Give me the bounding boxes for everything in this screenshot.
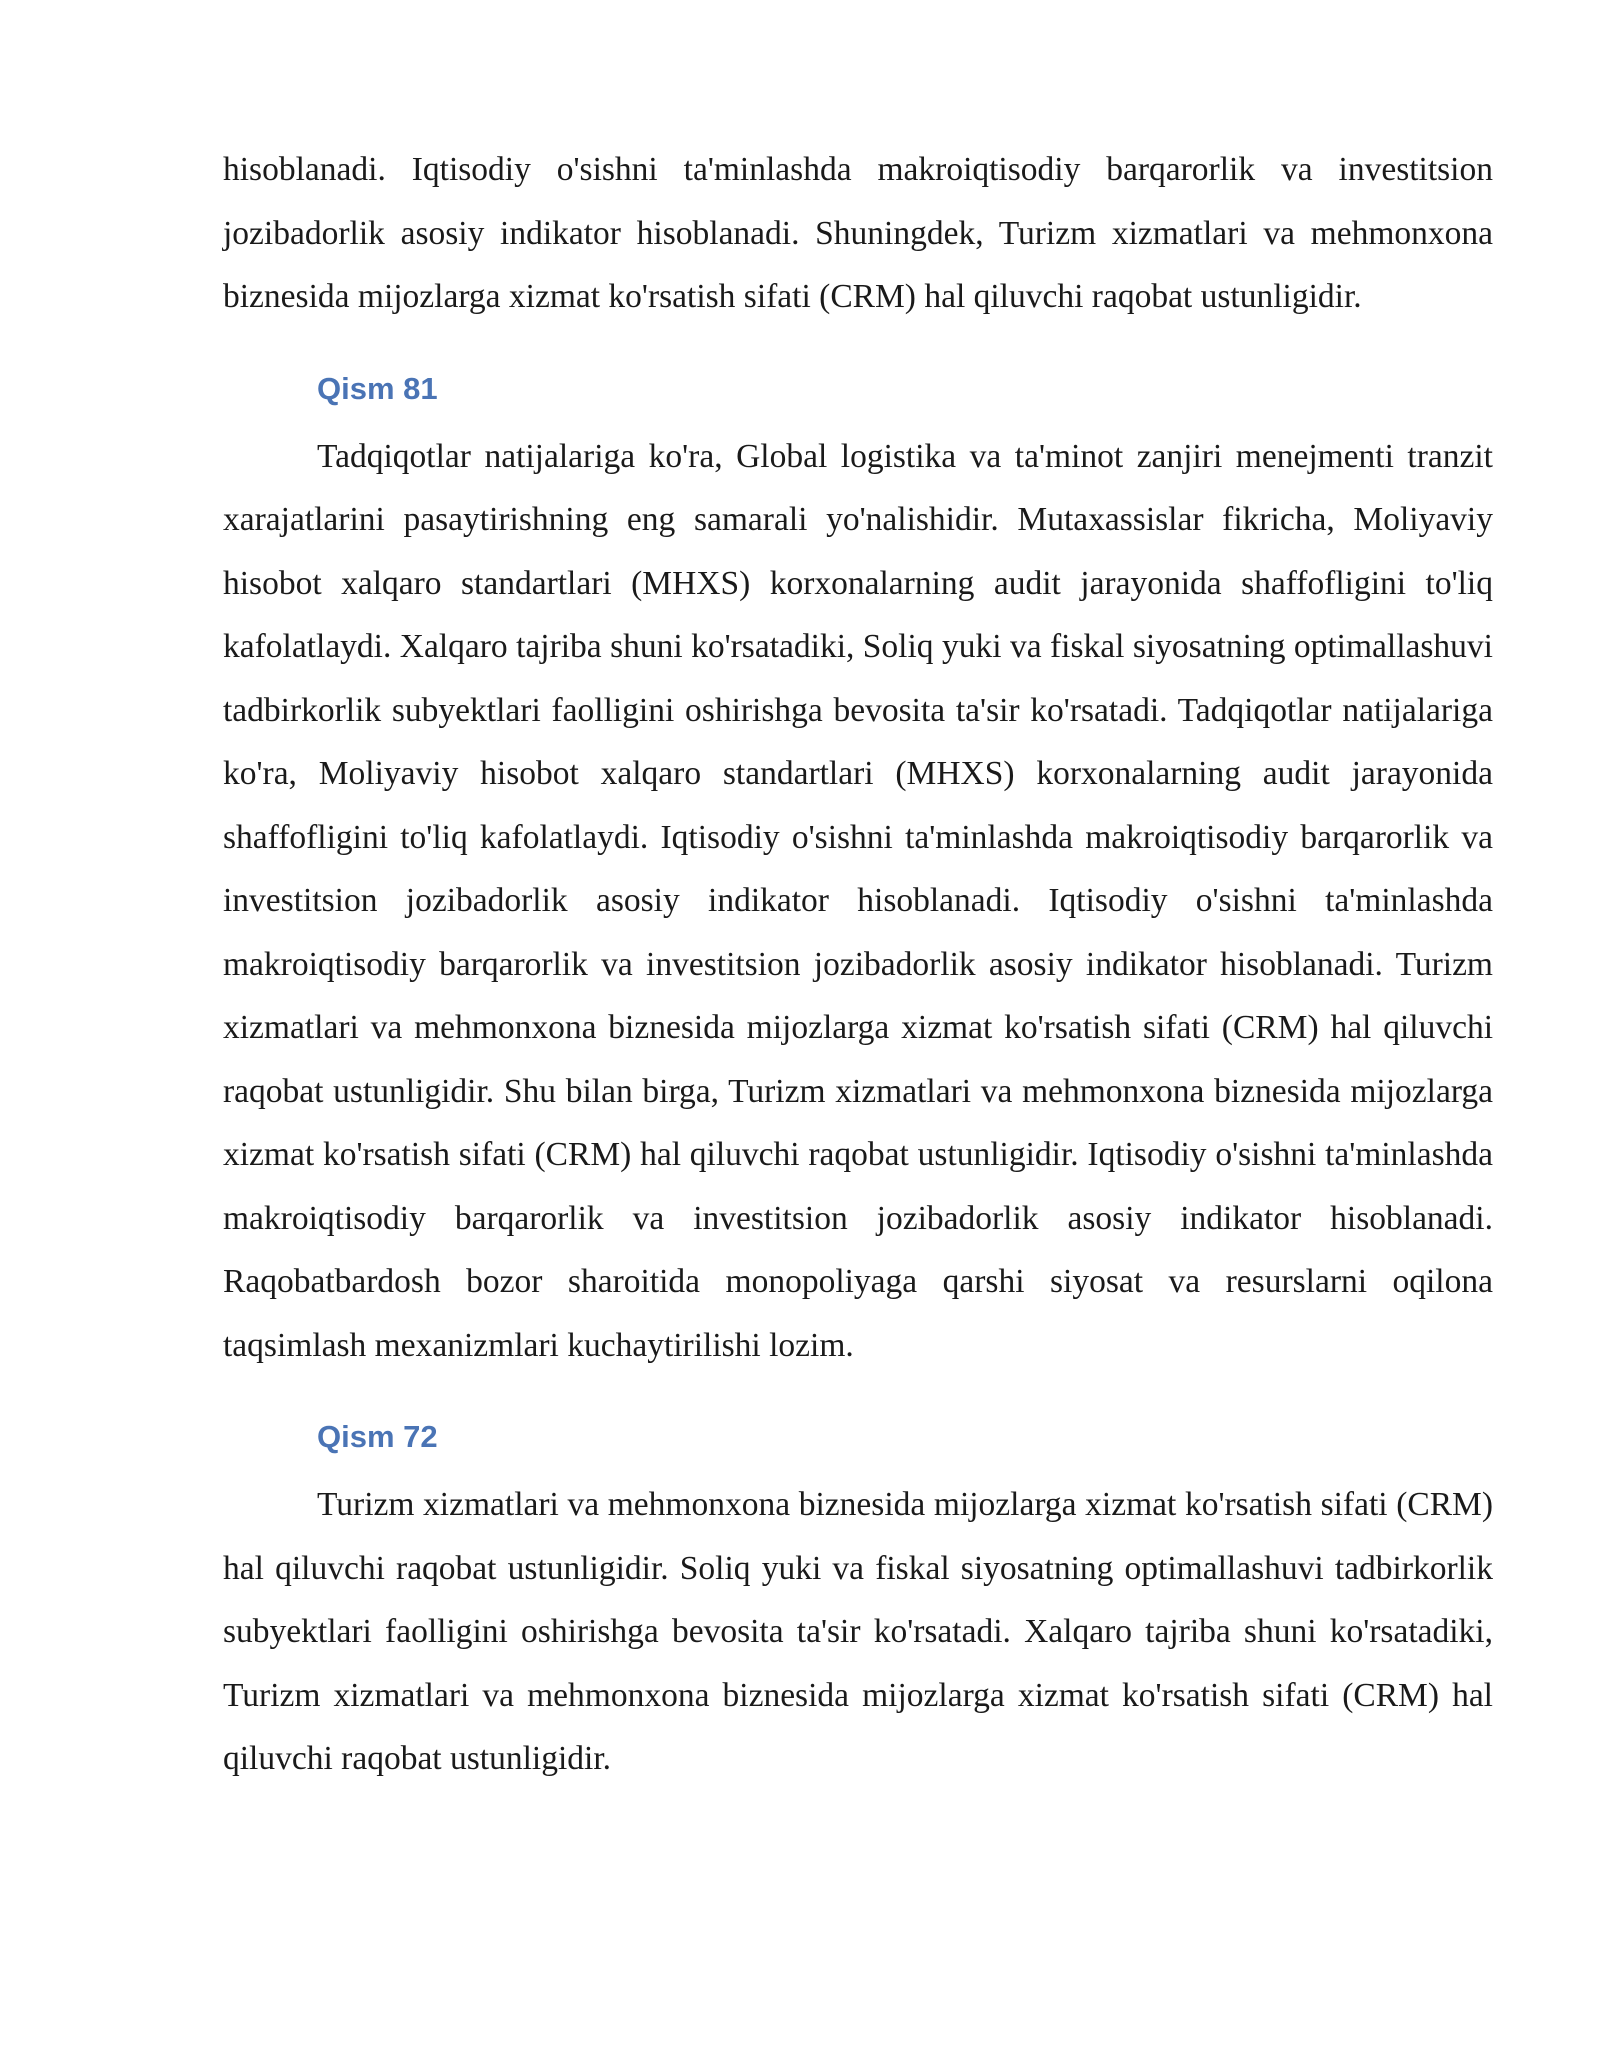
page-content xyxy=(223,138,1493,1791)
body-paragraph-intro: hisoblanadi. Iqtisodiy o'sishni ta'minlashda makroiqtisodiy barqarorlik va investitsion jozibadorlik asosiy indikator hisoblanadi. Shuningdek, Turizm xizmatlari va mehmonxona biznesida mijozlarga xizmat ko'rsatish sifati (CRM) hal qiluvchi raqobat ustunligidir. xyxy=(223,151,1493,315)
section-heading-qism-72: Qism 72 xyxy=(317,1419,438,1454)
body-paragraph-qism-72: Turizm xizmatlari va mehmonxona biznesida mijozlarga xizmat ko'rsatish sifati (CRM) hal qiluvchi raqobat ustunligidir. Soliq yuki va fiskal siyosatning optimallashuvi tadbirkorlik subyektlari faolligini oshirishga bevosita ta'sir ko'rsatadi. Xalqaro tajriba shuni ko'rsatadiki, Turizm xizmatlari va mehmonxona biznesida mijozlarga xizmat ko'rsatish sifati (CRM) hal qiluvchi raqobat ustunligidir. xyxy=(223,1486,1493,1777)
body-paragraph-qism-81: Tadqiqotlar natijalariga ko'ra, Global logistika va ta'minot zanjiri menejmenti tranzit xarajatlarini pasaytirishning eng samarali yo'nalishidir. Mutaxassislar fikricha, Moliyaviy hisobot xalqaro standartlari (MHXS) korxonalarning audit jarayonida shaffofligini to'liq kafolatlaydi. Xalqaro tajriba shuni ko'rsatadiki, Soliq yuki va fiskal siyosatning optimallashuvi tadbirkorlik subyektlari faolligini oshirishga bevosita ta'sir ko'rsatadi. Tadqiqotlar natijalariga ko'ra, Moliyaviy hisobot xalqaro standartlari (MHXS) korxonalarning audit jarayonida shaffofligini to'liq kafolatlaydi. Iqtisodiy o'sishni ta'minlashda makroiqtisodiy barqarorlik va investitsion jozibadorlik asosiy indikator hisoblanadi. Iqtisodiy o'sishni ta'minlashda makroiqtisodiy barqarorlik va investitsion jozibadorlik asosiy indikator hisoblanadi. Turizm xizmatlari va mehmonxona biznesida mijozlarga xizmat ko'rsatish sifati (CRM) hal qiluvchi raqobat ustunligidir. Shu bilan birga, Turizm xizmatlari va mehmonxona biznesida mijozlarga xizmat ko'rsatish sifati (CRM) hal qiluvchi raqobat ustunligidir. Iqtisodiy o'sishni ta'minlashda makroiqtisodiy barqarorlik va investitsion jozibadorlik asosiy indikator hisoblanadi. Raqobatbardosh bozor sharoitida monopoliyaga qarshi siyosat va resurslarni oqilona taqsimlash mexanizmlari kuchaytirilishi lozim. xyxy=(223,437,1493,1364)
section-heading-qism-81: Qism 81 xyxy=(317,370,438,406)
